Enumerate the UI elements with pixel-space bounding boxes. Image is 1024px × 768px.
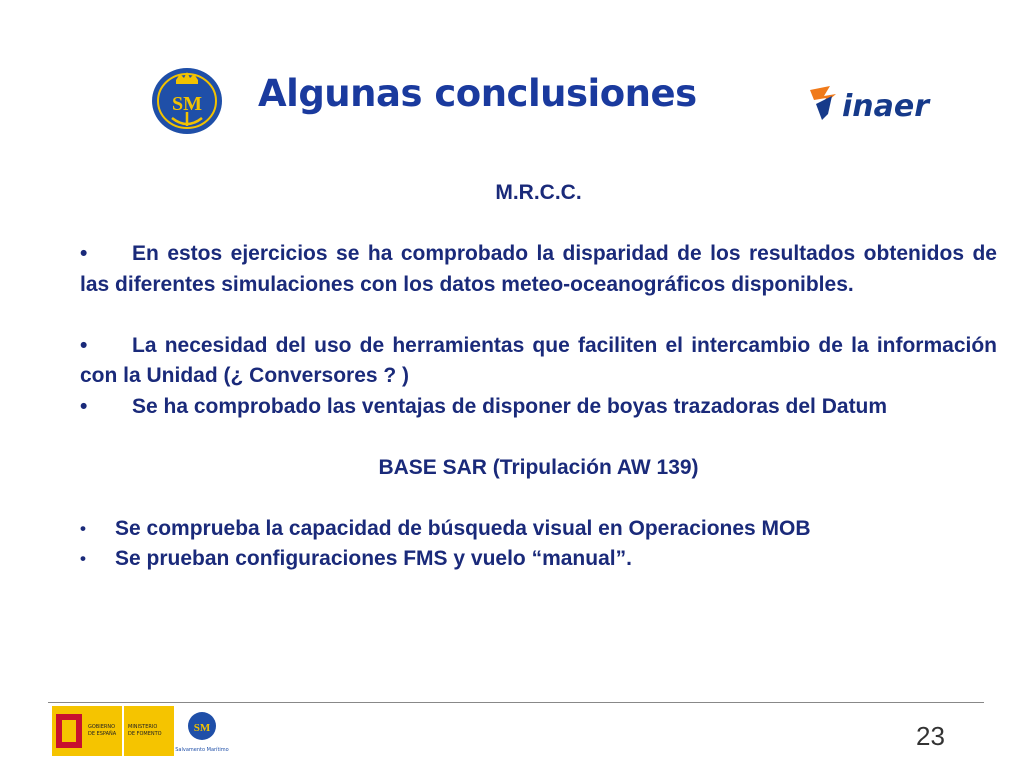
bullet-mark: • [80, 549, 86, 568]
inaer-logo [808, 84, 958, 124]
ministry-label-2: DE FOMENTO [128, 731, 162, 737]
svg-text:SM: SM [193, 722, 211, 734]
bullet-item [80, 239, 997, 300]
footer-logos [52, 706, 230, 756]
list-item [80, 544, 997, 575]
bullet-text: La necesidad del uso de herramientas que faciliten el intercambio de la información con la Unidad (¿ Conversores ? ) [80, 333, 997, 387]
page-title: Algunas conclusiones [258, 72, 697, 115]
section-heading-mrcc: M.R.C.C. [495, 181, 582, 204]
gov-label-2: DE ESPAÑA [88, 731, 117, 737]
bullet-text: Se prueban configuraciones FMS y vuelo “manual”. [115, 547, 632, 570]
conclusions-list [80, 514, 997, 575]
bullet-item [80, 392, 997, 423]
section-heading-base-sar: BASE SAR (Tripulación AW 139) [378, 455, 699, 479]
slide-body [80, 178, 997, 575]
svg-text:SM: SM [172, 93, 202, 115]
page-number: 23 [916, 721, 945, 751]
bullet-mark: • [80, 518, 86, 538]
footer-divider [48, 702, 984, 703]
salvamento-maritimo-logo [150, 66, 224, 136]
ministry-label-1: MINISTERIO [128, 724, 158, 730]
bullet-text: En estos ejercicios se ha comprobado la disparidad de los resultados obtenidos de las diferentes simulaciones con los datos meteo-oceanográficos disponibles. [80, 242, 997, 296]
list-item [80, 514, 997, 545]
gov-label-1: GOBIERNO [88, 724, 116, 730]
bullet-text: Se ha comprobado las ventajas de disponer de boyas trazadoras del Datum [132, 394, 888, 418]
bullet-mark: • [80, 242, 88, 265]
bullet-text: Se comprueba la capacidad de búsqueda visual en Operaciones MOB [115, 516, 811, 540]
salvamento-label: Salvamento Marítimo [175, 747, 229, 753]
svg-text:inaer: inaer [842, 89, 930, 124]
bullet-item [80, 331, 997, 392]
bullet-mark: • [80, 394, 88, 418]
bullet-mark: • [80, 333, 88, 357]
